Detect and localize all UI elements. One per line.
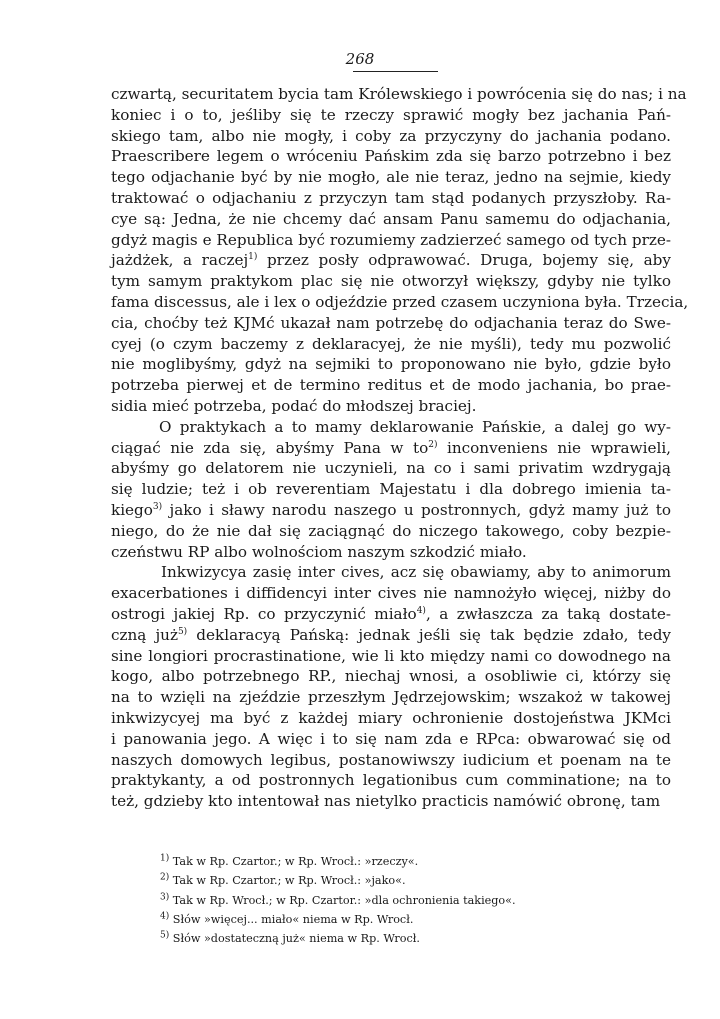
text-line: exacerbationes i diffidencyi inter cives nie namnożyło więcej, niżby do [111,584,671,603]
text-segment: deklaracyą Pańską: jednak jeśli się tak będzie zdało, tedy [187,625,671,644]
text-line: kogo, albo potrzebnego RP., niechaj wnosi, a osobliwie ci, którzy się [111,667,671,686]
text-line: czeństwu RP albo wolnościom naszym szkodzić miało. [111,542,527,561]
text-line: praktykanty, a od postronnych legationibus cum comminatione; na to [111,771,671,790]
text-line: fama discessus, ale i lex o odjeździe przed czasem uczyniona była. Trzecia, [111,292,689,311]
text-line: naszych domowych legibus, postanowiwszy iudicium et poenam na te [111,750,671,769]
text-line: abyśmy go delatorem nie uczynieli, na co i sami privatim wzdrygają [111,459,671,478]
footnote [160,891,620,910]
text-segment: ostrogi jakiej Rp. co przyczynić miało [111,604,417,623]
text-line: się ludzie; też i ob reverentiam Majestatu i dla dobrego imienia ta- [111,480,671,499]
text-line: koniec i o to, jeśliby się te rzeczy sprawić mogły bez jachania Pań- [111,105,671,124]
text-line: i panowania jego. A więc i to się nam zda e RPca: obwarować się od [111,729,671,748]
footnote-text: Tak w Rp. Czartor.; w Rp. Wrocł.: »jako«. [169,874,406,888]
text-line: inkwizycyej ma być z każdej miary ochronienie dostojeństwa JKMci [111,708,671,727]
text-line: cia, choćby też KJMć ukazał nam potrzebę do odjachania teraz do Swe- [111,313,671,332]
footnote-reference: 2) [428,439,438,450]
body-text [111,84,689,812]
text-segment: inconveniens nie wprawieli, [437,438,672,457]
text-segment: przez posły odprawować. Druga, bojemy się, aby [257,251,671,270]
text-line: tym samym praktykom plac się nie otworzył większy, gdyby nie tylko [111,272,671,291]
footnote-text: Tak w Rp. Czartor.; w Rp. Wrocł.: »rzeczy«. [169,855,419,868]
footnotes [160,852,620,948]
text-line: czwartą, securitatem bycia tam Królewskiego i powrócenia się do nas; i na [111,85,687,103]
footnote-reference: 4) [416,605,426,616]
text-segment: czną już [111,625,178,644]
text-line: tego odjachanie być by nie mogło, ale nie teraz, jedno na sejmie, kiedy [111,168,671,187]
text-line [111,500,671,521]
text-line [111,417,671,438]
footnote-text: Tak w Rp. Wrocł.; w Rp. Czartor.: »dla ochronienia takiego«. [169,893,516,907]
text-line: potrzeba pierwej et de termino reditus et de modo jachania, bo prae- [111,376,671,395]
footnote-reference: 5) [177,626,188,637]
text-line: sine longiori procrastinatione, wie li kto między nami co dowodnego na [111,646,671,665]
footnote-reference: 1) [248,252,258,263]
text-segment: ciągać nie zda się, abyśmy Pana w to [111,438,429,457]
text-line: sidia mieć potrzeba, podać do młodszej braciej. [111,396,477,415]
text-line: Inkwizycya zasię inter cives, acz się obawiamy, aby to animorum [161,563,671,582]
text-line: niego, do że nie dał się zaciągnąć do niczego takowego, coby bezpie- [111,521,671,540]
footnote [160,871,620,890]
footnote-text: Słów »dostateczną już« niema w Rp. Wrocł. [169,932,420,946]
text-line [111,625,671,646]
page-number: 268 [345,50,375,68]
footnote-mark: 5) [160,930,170,941]
text-line: cyej (o czym baczemy z deklaracyej, że nie myśli), tedy mu pozwolić [111,334,671,353]
text-line: traktować o odjachaniu z przyczyn tam stąd podanych przyszłoby. Ra- [111,188,671,207]
text-line [111,438,671,459]
footnote-mark: 4) [160,911,170,922]
text-segment: kiego [111,500,153,519]
text-line [111,250,671,271]
footnote [160,852,620,871]
footnote-mark: 1) [160,853,170,864]
page-number-rule [353,71,438,72]
text-line [111,604,671,625]
footnote [160,929,620,948]
footnote-mark: 3) [160,891,170,902]
text-segment: O praktykach a to mamy deklarowanie Pańskie, a dalej go wy- [159,417,671,436]
text-line: gdyż magis e Republica być rozumiemy zadzierzeć samego od tych prze- [111,230,671,249]
text-segment: , a zwłaszcza za taką dostate- [425,604,671,623]
footnote-reference: 3) [152,501,163,512]
footnote-text: Słów »więcej... miało« niema w Rp. Wrocł. [169,912,414,926]
text-line: cye są: Jedna, że nie chcemy dać ansam Panu samemu do odjachania, [111,209,671,228]
text-segment: jako i sławy narodu naszego u postronnych, gdyż mamy już to [162,500,671,519]
text-line: skiego tam, albo nie mogły, i coby za przyczyny do jachania podano. [111,126,671,145]
text-line: też, gdzieby kto intentował nas nietylko practicis namówić obronę, tam [111,792,661,811]
footnote-mark: 2) [160,872,170,883]
text-line: na to wzięli na zjeździe przeszłym Jędrzejowskim; wszakoż w takowej [111,688,671,707]
text-line: nie moglibyśmy, gdyż na sejmiki to proponowano nie było, gdzie było [111,355,671,374]
text-segment: jażdżek, a raczej [111,251,249,270]
footnote [160,910,620,929]
text-line: Praescribere legem o wróceniu Pańskim zda się barzo potrzebno i bez [111,147,671,166]
